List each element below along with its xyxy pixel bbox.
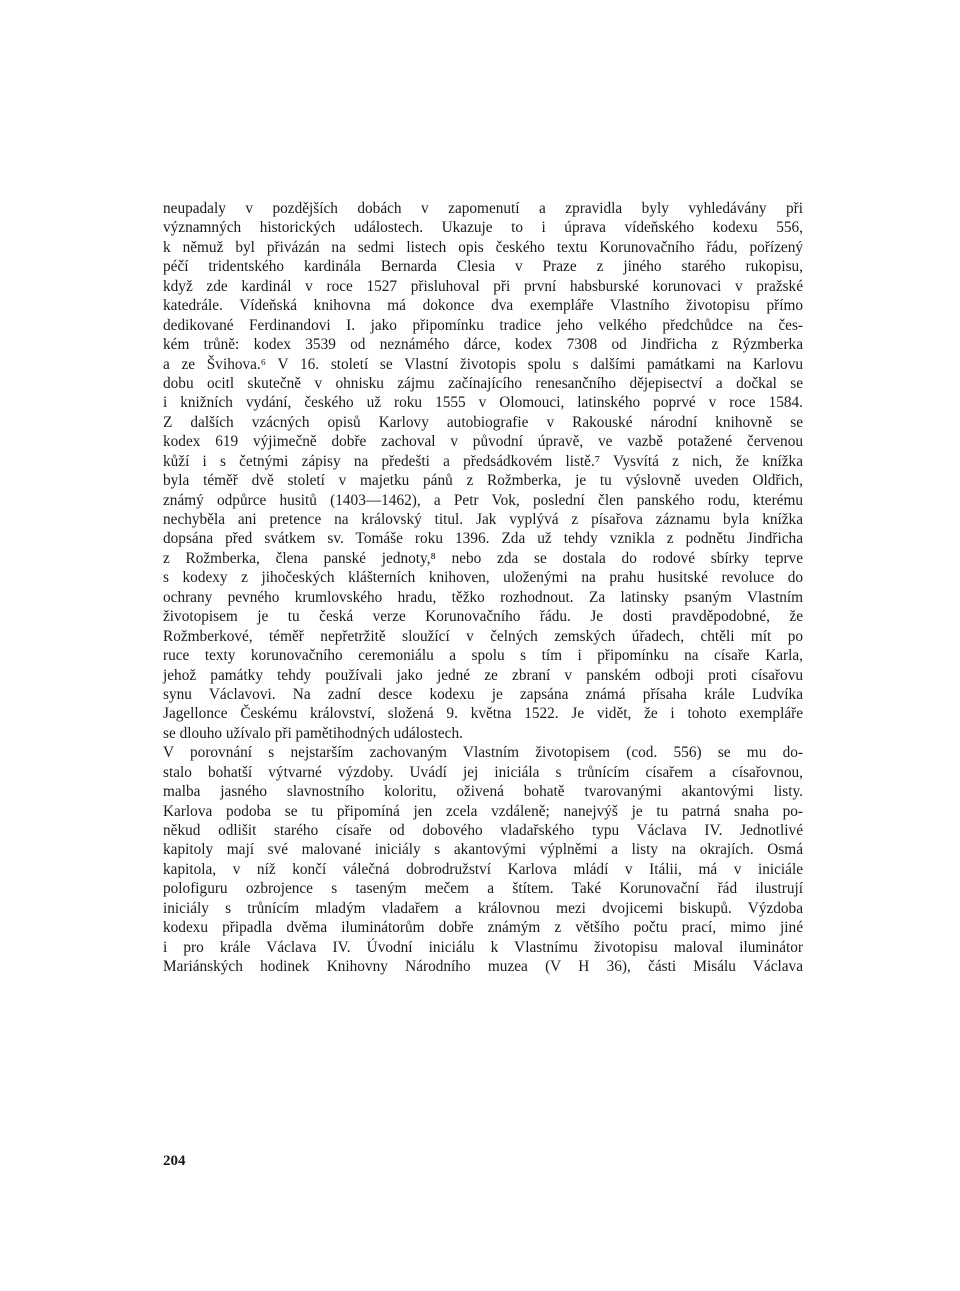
text-line: životopisem je tu česká verze Korunovačního řádu. Je dosti pravděpodobné, že	[163, 608, 803, 626]
text-line: Rožmberkové, téměř nepřetržitě sloužící v čelných zemských úřadech, chtěli mít po	[163, 627, 803, 645]
text-line: dopsána před svátkem sv. Tomáše roku 1396. Zda už tehdy vznikla z podnětu Jindřicha	[163, 530, 803, 548]
text-line: někud odlišit starého císaře od dobového vladařského typu Václava IV. Jednotlivé	[163, 822, 803, 839]
text-line: polofiguru ozbrojence s taseným mečem a štítem. Také Korunovační řád ilustrují	[163, 880, 803, 898]
body-text	[163, 199, 803, 977]
text-line: Jagellonce Českému království, složená 9. května 1522. Je vidět, že i tohoto exempláře	[163, 705, 803, 723]
text-line: a ze Švihova.⁶ V 16. století se Vlastní životopis spolu s dalšími památkami na Karlovu	[163, 355, 803, 373]
text-line: k němuž byl přivázán na sedmi listech opis českého textu Korunovačního řádu, pořízený	[163, 238, 803, 256]
text-line: iniciály s trůnícím mladým vladařem a královnou mezi dvojicemi biskupů. Výzdoba	[163, 899, 803, 917]
text-line: se dlouho užívalo při pamětihodných událostech.	[163, 724, 463, 742]
text-line: byla téměř dvě století v majetku pánů z Rožmberka, je tu výslovně uveden Oldřich,	[163, 472, 803, 490]
text-line: Mariánských hodinek Knihovny Národního muzea (V H 36), části Misálu Václava	[163, 958, 803, 976]
text-line: kapitola, v níž končí válečná dobrodružství Karlova mládí v Itálii, má v iniciále	[163, 860, 803, 878]
text-line: kodex 619 výjimečně dobře zachoval v původní úpravě, ve vazbě potažené červenou	[163, 433, 803, 451]
text-line: s kodexy z jihočeských klášterních knihoven, uloženými na prahu husitské revoluce do	[163, 569, 803, 587]
text-line: i pro krále Václava IV. Úvodní iniciálu k Vlastnímu životopisu maloval iluminátor	[163, 938, 803, 956]
text-line: kém trůně: kodex 3539 od neznámého dárce, kodex 7308 od Jindřicha z Rýzmberka	[163, 336, 803, 354]
text-line: jehož památky tehdy používali jako jedné ze zbraní v panském odboji proti císařovu	[163, 666, 803, 684]
text-line: kůží i s četnými zápisy na předešti a předsádkovém listě.⁷ Vysvítá z nich, že knížka	[163, 452, 803, 470]
text-line: významných historických událostech. Ukazuje to i úprava vídeňského kodexu 556,	[163, 219, 803, 237]
text-line: Z dalších vzácných opisů Karlovy autobiografie v Rakouské národní knihovně se	[163, 413, 803, 431]
text-line: i knižních vydání, českého už roku 1555 v Olomouci, latinského poprvé v roce 1584.	[163, 394, 803, 412]
text-line: ruce texty korunovačního ceremoniálu a spolu s tím i připomínku na císaře Karla,	[163, 647, 803, 665]
text-line: malba jasného slavnostního koloritu, oživená bohatě tvarovanými akantovými listy.	[163, 783, 803, 801]
page-number: 204	[163, 1153, 186, 1169]
text-line: synu Václavovi. Na zadní desce kodexu je zapsána známá přísaha krále Ludvíka	[163, 685, 803, 703]
text-line: kodexu připadla dvěma iluminátorům dobře známým z většího počtu prací, mimo jiné	[163, 919, 803, 937]
text-line: stalo bohatší výtvarné výzdoby. Uvádí jej iniciála s trůnícím císařem a císařovnou,	[163, 763, 803, 781]
text-line: když zde kardinál v roce 1527 přisluhoval při první habsburské korunovaci v pražské	[163, 277, 803, 295]
text-line: dedikované Ferdinandovi I. jako připomínku tradice jeho velkého předchůdce na čes-	[163, 316, 803, 334]
text-line: známý odpůrce husitů (1403—1462), a Petr Vok, poslední člen panského rodu, kterému	[163, 491, 803, 509]
text-line: péčí tridentského kardinála Bernarda Clesia v Praze z jiného starého rukopisu,	[163, 258, 803, 276]
text-line: dobu ocitl skutečně v ohnisku zájmu začínajícího renesančního dějepisectví a dočkal se	[163, 374, 803, 392]
text-line: kapitoly mají své malované iniciály s akantovými výplněmi a listy na okrajích. Osmá	[163, 841, 803, 859]
text-line: katedrále. Vídeňská knihovna má dokonce dva exempláře Vlastního životopisu přímo	[163, 297, 803, 315]
text-line: z Rožmberka, člena panské jednoty,⁸ nebo zda se dostala do rodové sbírky teprve	[163, 549, 803, 567]
text-line: ochrany pevného krumlovského hradu, těžko rozhodnout. Za latinsky psaným Vlastním	[163, 588, 803, 606]
text-line: nechyběla ani pretence na královský titul. Jak vyplývá z písařova záznamu byla knížka	[163, 511, 803, 528]
text-line: Karlova podoba se tu připomíná jen zcela vzdáleně; nanejvýš je tu patrná snaha po-	[163, 802, 803, 820]
text-line: V porovnání s nejstarším zachovaným Vlastním životopisem (cod. 556) se mu do-	[163, 744, 803, 762]
text-line: neupadaly v pozdějších dobách v zapomenutí a zpravidla byly vyhledávány při	[163, 200, 803, 217]
